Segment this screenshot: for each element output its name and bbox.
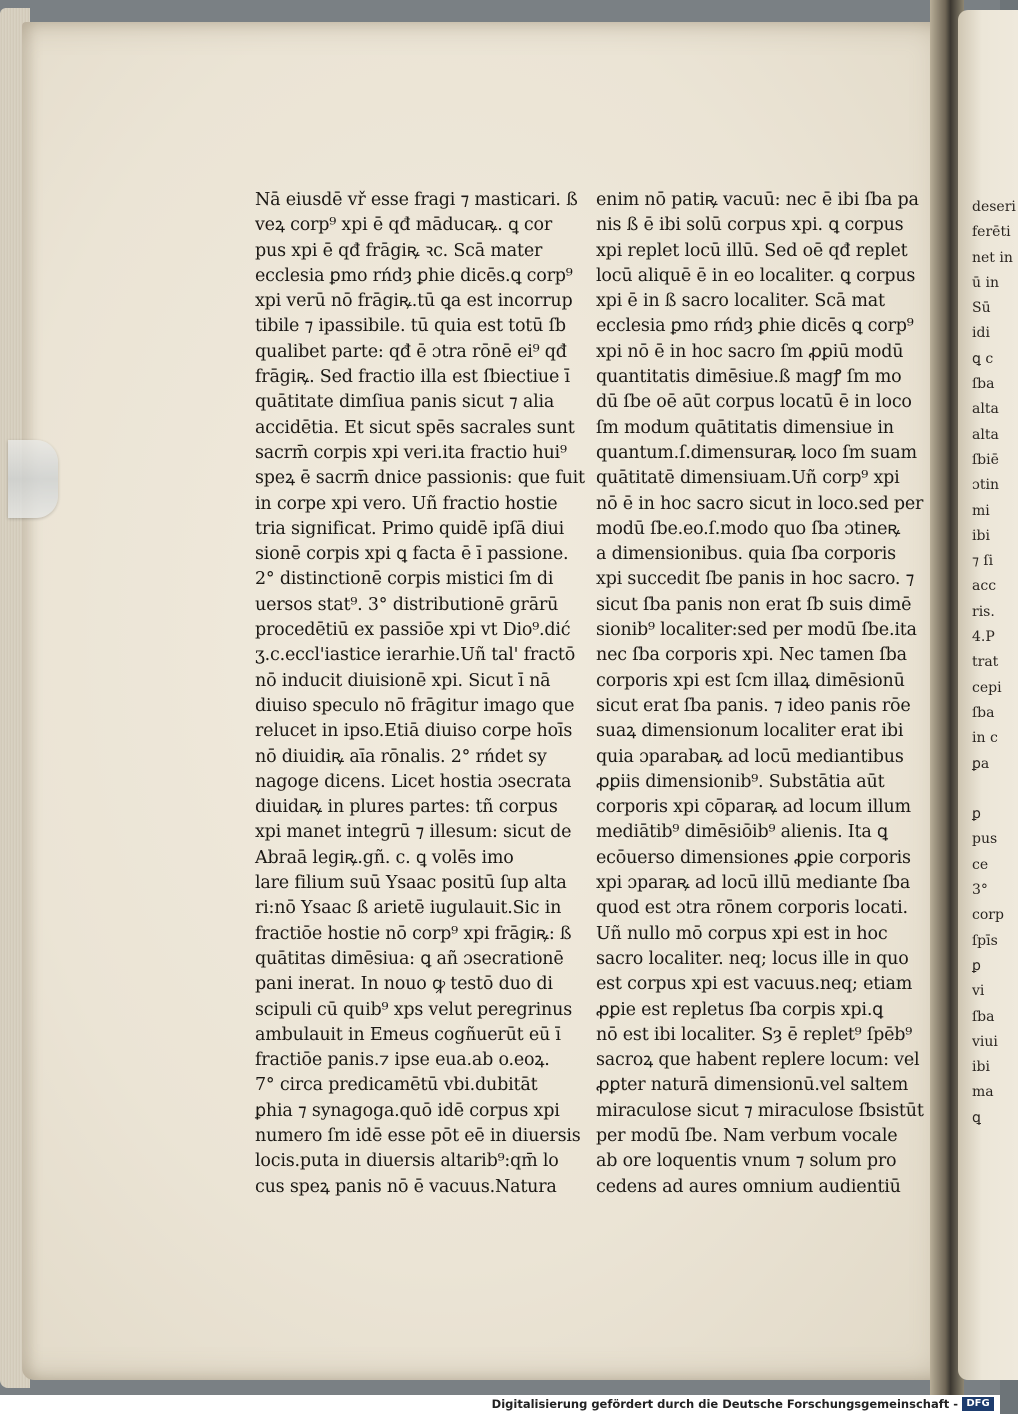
text-line: quātitatē dimensiuam.Uñ corp⁹ xpi bbox=[596, 468, 900, 489]
margin-fragment: idi bbox=[972, 325, 990, 342]
margin-fragment: vi bbox=[972, 983, 985, 1000]
text-line: corporis xpi est ſcm illaꝝ dimēsionū bbox=[596, 670, 905, 691]
bookmark-clip bbox=[8, 440, 58, 518]
text-line: a dimensionibus. quia ſba corporis bbox=[596, 544, 896, 565]
text-line: dū ſbe oē aūt corpus locatū ē in loco bbox=[596, 392, 912, 413]
margin-fragment: Sū bbox=[972, 300, 991, 317]
text-line: quātitate dimſiua panis sicut ⁊ alia bbox=[255, 392, 555, 413]
text-line: procedētiū ex passiōe xpi vt Dio⁹.dić bbox=[255, 620, 571, 641]
text-line: mediātib⁹ dimēsiōib⁹ alienis. Ita ꝗ bbox=[596, 822, 888, 843]
text-line: quod est ɔtra rōnem corporis locati. bbox=[596, 898, 908, 919]
text-line: accidētia. Et sicut spēs sacrales sunt bbox=[255, 417, 575, 438]
text-line: xpi verū nō frāgiꝶ.tū ꝗa est incorrup bbox=[255, 291, 573, 312]
text-line: quantitatis dimēsiue.ß magꝭ ſm mo bbox=[596, 367, 902, 388]
margin-fragment: ɔtin bbox=[972, 477, 999, 494]
margin-fragment: ferēti bbox=[972, 224, 1011, 241]
margin-fragment: alta bbox=[972, 426, 999, 443]
text-line: sacro localiter. neq; locus ille in quo bbox=[596, 948, 909, 969]
margin-fragment: trat bbox=[972, 654, 999, 671]
text-line: pani inerat. In nouo ꝙ testō duo di bbox=[255, 974, 553, 995]
text-line: ſm modum quātitatis dimensiue in bbox=[596, 417, 894, 438]
text-line: enim nō patiꝶ vacuū: nec ē ibi ſba pa bbox=[596, 190, 919, 210]
margin-fragment: ꝑa bbox=[972, 755, 990, 772]
text-line: Uñ nullo mō corpus xpi est in hoc bbox=[596, 923, 888, 944]
margin-fragment: mi bbox=[972, 502, 990, 519]
text-line: diuidaꝶ in plures partes: tñ corpus bbox=[255, 797, 558, 818]
margin-fragment: ꝑ bbox=[972, 806, 981, 823]
text-line: est corpus xpi est vacuus.neq; etiam bbox=[596, 974, 913, 995]
text-line: xpi ɔparaꝶ ad locū illū mediante ſba bbox=[596, 873, 911, 894]
text-line: sacrm̄ corpis xpi veri.ita fractio hui⁹ bbox=[255, 442, 567, 463]
text-line: ʒ.c.eccl'iastice ierarhie.Uñ tal' fractō bbox=[255, 645, 576, 666]
text-line: fractiōe hostie nō corp⁹ xpi frāgiꝶ: ß bbox=[255, 923, 572, 944]
text-line: tibile ⁊ ipassibile. tū quia est totū ſb bbox=[255, 316, 566, 337]
text-line: tria significat. Primo quidē ipſā diui bbox=[255, 518, 565, 539]
dfg-logo: DFG bbox=[962, 1397, 994, 1411]
text-line: per modū ſbe. Nam verbum vocale bbox=[596, 1125, 898, 1146]
margin-fragment: deseri bbox=[972, 199, 1016, 215]
margin-fragment: cepi bbox=[972, 679, 1002, 696]
margin-fragment: ſpīs bbox=[972, 932, 998, 949]
text-line: corporis xpi cōparaꝶ ad locum illum bbox=[596, 797, 911, 818]
text-line: pus xpi ē qđ frāgiꝶ ꝛc. Scā mater bbox=[255, 240, 543, 261]
margin-fragment: ū in bbox=[972, 274, 999, 291]
margin-fragment bbox=[972, 777, 1000, 802]
text-line: nō ē in hoc sacro sicut in loco.sed per bbox=[596, 493, 924, 514]
text-line: qualibet parte: qđ ē ɔtra rōnē ei⁹ qđ bbox=[255, 341, 567, 362]
text-line: ꝓꝑiis dimensionib⁹. Substātia aūt bbox=[596, 771, 885, 792]
margin-fragment: pus bbox=[972, 831, 998, 848]
text-line: in corpe xpi vero. Uñ fractio hostie bbox=[255, 493, 558, 514]
margin-fragment: corp bbox=[972, 907, 1004, 924]
text-line: modū ſbe.eo.ſ.modo quo ſba ɔtineꝶ bbox=[596, 518, 901, 539]
margin-fragment: acc bbox=[972, 578, 997, 595]
left-text-column bbox=[255, 188, 585, 1200]
text-line: ꝓꝑie est repletus ſba corpis xpi.ꝗ bbox=[596, 999, 884, 1020]
text-line: ꝑhia ⁊ synagoga.quō idē corpus xpi bbox=[255, 1100, 560, 1121]
text-line: fractiōe panis.⁊ ipse eua.ab o.eoꝝ. bbox=[255, 1050, 550, 1071]
text-line: 7° circa predicamētū vbi.dubitāt bbox=[255, 1075, 538, 1096]
text-line: ꝓꝑter naturā dimensionū.vel saltem bbox=[596, 1075, 909, 1096]
margin-fragment: in c bbox=[972, 730, 998, 747]
text-line: xpi manet integrū ⁊ illesum: sicut de bbox=[255, 822, 572, 843]
margin-fragment: ibi bbox=[972, 1059, 990, 1076]
text-line: frāgiꝶ. Sed fractio illa est ſbiectiue ī bbox=[255, 367, 570, 388]
text-line: sicut erat ſba panis. ⁊ ideo panis rōe bbox=[596, 695, 911, 716]
text-line: relucet in ipso.Etiā diuiso corpe hoīs bbox=[255, 721, 573, 742]
margin-fragment: ſba bbox=[972, 376, 995, 393]
right-text-column bbox=[596, 188, 924, 1200]
margin-fragment: 4.P bbox=[972, 629, 995, 646]
next-page-margin-text bbox=[972, 195, 1016, 1131]
text-line: Abraā legiꝶ.gñ. c. ꝗ volēs imo bbox=[255, 847, 514, 868]
margin-fragment: ma bbox=[972, 1084, 994, 1101]
margin-fragment: alta bbox=[972, 401, 999, 418]
text-line: xpi succedit ſbe panis in hoc sacro. ⁊ bbox=[596, 569, 915, 590]
margin-fragment: ris. bbox=[972, 603, 995, 620]
text-line: quia ɔparabaꝶ ad locū mediantibus bbox=[596, 746, 904, 767]
text-line: ab ore loquentis vnum ⁊ solum pro bbox=[596, 1151, 897, 1172]
text-line: xpi nō ē in hoc sacro ſm ꝓꝑiū modū bbox=[596, 341, 904, 362]
text-line: veꝝ corp⁹ xpi ē qđ māducaꝶ. ꝗ cor bbox=[255, 215, 553, 236]
text-line: miraculose sicut ⁊ miraculose ſbsistūt bbox=[596, 1100, 924, 1121]
text-line: sicut ſba panis non erat ſb suis dimē bbox=[596, 594, 912, 615]
text-line: locū aliquē ē in eo localiter. ꝗ corpus bbox=[596, 265, 916, 286]
margin-fragment: ſba bbox=[972, 1008, 995, 1025]
funding-credit: Digitalisierung gefördert durch die Deutsche Forschungsgemeinschaft - bbox=[491, 1397, 958, 1411]
text-line: quantum.ſ.dimensuraꝶ loco ſm suam bbox=[596, 442, 917, 463]
text-line: speꝝ ē sacrm̄ dnice passionis: que fuit bbox=[255, 468, 585, 489]
margin-fragment: ꝑ bbox=[972, 957, 981, 974]
text-line: nō inducit diuisionē xpi. Sicut ī nā bbox=[255, 670, 551, 691]
margin-fragment: ibi bbox=[972, 527, 990, 544]
text-line: Nā eiusdē vř esse fragi ⁊ masticari. ß bbox=[255, 190, 578, 210]
margin-fragment: ſba bbox=[972, 704, 995, 721]
margin-fragment: ꝗ c bbox=[972, 350, 994, 367]
footer-bar bbox=[0, 1395, 1000, 1414]
margin-fragment: ſbiē bbox=[972, 451, 999, 468]
text-line: sionē corpis xpi ꝗ facta ē ī passione. bbox=[255, 544, 569, 565]
text-line: uersos stat⁹. 3° distributionē grārū bbox=[255, 594, 559, 615]
text-line: cus speꝝ panis nō ē vacuus.Natura bbox=[255, 1176, 557, 1197]
text-line: ri:nō Ysaac ß arietē iugulauit.Sic in bbox=[255, 898, 562, 919]
text-line: nec ſba corporis xpi. Nec tamen ſba bbox=[596, 645, 907, 666]
text-line: ecōuerso dimensiones ꝓꝑie corporis bbox=[596, 847, 911, 868]
text-line: 2° distinctionē corpis mistici ſm di bbox=[255, 569, 554, 590]
margin-fragment: ce bbox=[972, 856, 989, 873]
text-line: sacroꝝ que habent replere locum: vel bbox=[596, 1050, 920, 1071]
text-line: ambulauit in Emeus cogñuerūt eū ī bbox=[255, 1024, 561, 1045]
text-line: quātitas dimēsiua: ꝗ añ ɔsecrationē bbox=[255, 948, 564, 969]
text-line: locis.puta in diuersis altarib⁹:qm̄ lo bbox=[255, 1151, 559, 1172]
text-line: nō est ibi localiter. Sȝ ē replet⁹ ſpēb⁹ bbox=[596, 1024, 913, 1045]
margin-fragment: viui bbox=[972, 1033, 998, 1050]
margin-fragment: 3° bbox=[972, 882, 988, 899]
text-line: xpi replet locū illū. Sed oē qđ replet bbox=[596, 240, 908, 261]
margin-fragment: net in bbox=[972, 249, 1013, 266]
text-line: sionib⁹ localiter:sed per modū ſbe.ita bbox=[596, 620, 917, 641]
text-line: nis ß ē ibi solū corpus xpi. ꝗ corpus bbox=[596, 215, 904, 236]
text-line: ecclesia ꝑmo rńdȝ ꝑhie dicēs ꝗ corp⁹ bbox=[596, 316, 914, 337]
text-line: suaꝝ dimensionum localiter erat ibi bbox=[596, 721, 904, 742]
text-line: lare filium suū Ysaac positū ſup alta bbox=[255, 873, 567, 894]
text-line: scipuli cū quib⁹ xps velut peregrinus bbox=[255, 999, 572, 1020]
text-line: diuiso speculo nō frāgitur imago que bbox=[255, 695, 575, 716]
margin-fragment: ⁊ ſi bbox=[972, 553, 994, 570]
text-line: cedens ad aures omnium audientiū bbox=[596, 1176, 901, 1197]
text-line: nagoge dicens. Licet hostia ɔsecrata bbox=[255, 771, 572, 792]
text-line: ecclesia ꝑmo rńdȝ ꝑhie dicēs.ꝗ corp⁹ bbox=[255, 265, 573, 286]
margin-fragment: ꝗ bbox=[972, 1109, 981, 1126]
text-line: numero ſm idē esse pōt eē in diuersis bbox=[255, 1125, 581, 1146]
text-line: nō diuidiꝶ aīa rōnalis. 2° rńdet sy bbox=[255, 746, 547, 767]
text-line: xpi ē in ß sacro localiter. Scā mat bbox=[596, 291, 885, 312]
